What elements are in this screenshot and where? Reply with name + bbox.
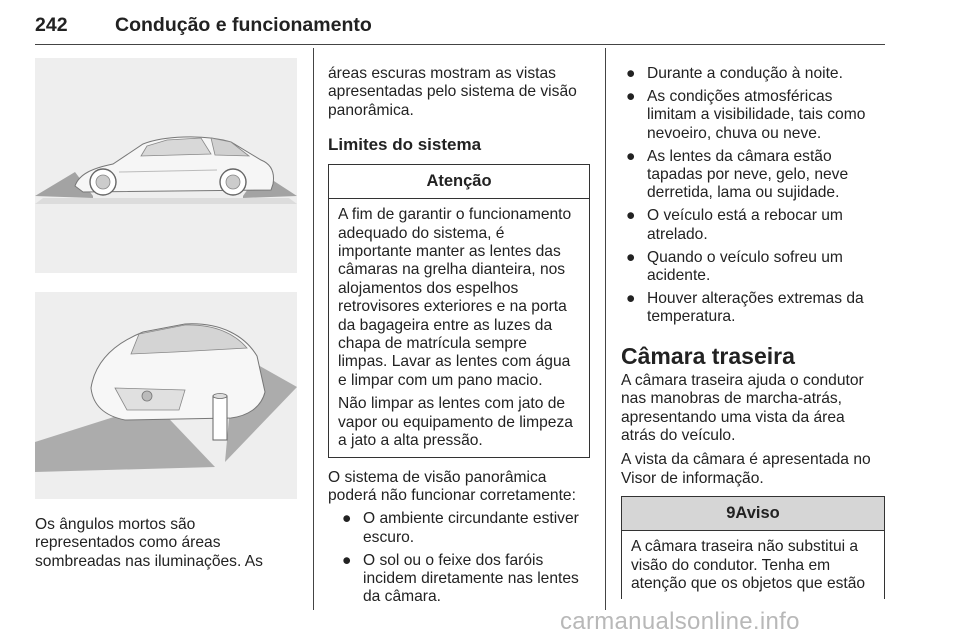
bullet-icon: ● [626,65,636,82]
rear-camera-paragraph: A câmara traseira ajuda o condutor nas manobras de marcha-atrás, apresentando uma vista da área atrás do veículo. [621,371,864,444]
caption-line: sombreadas nas iluminações. As [35,552,263,570]
bullet-icon: ● [626,248,636,266]
continued-paragraph: áreas escuras mostram as vistas apresentadas pelo sistema de visão panorâmica. [328,65,577,119]
bullet-icon: ● [626,207,636,225]
list-item: ● Quando o veículo sofreu um acidente. [626,248,843,285]
bullet-icon: ● [342,510,352,528]
bullet-icon: ● [626,147,636,165]
notice-paragraph: Não limpar as lentes com jato de vapor ou equipamento de limpeza a jato a alta pressão. [338,395,573,450]
list-item: ● As condições atmosféricas limitam a visibilidade, tais como nevoeiro, chuva ou neve. [626,87,866,142]
bullet-icon: ● [342,551,352,569]
warning-box [621,496,885,599]
list-item: ● Durante a condução à noite. [626,65,843,82]
caption-line: Os ângulos mortos são [35,516,196,533]
figure-car-front [35,292,297,499]
attention-notice-box [328,164,590,457]
right-column [621,65,885,599]
limits-list [328,510,590,607]
page-title: Condução e funcionamento [115,14,372,36]
warning-body: A câmara traseira não substitui a visão do condutor. Tenha em atenção que os objetos que estão [631,538,866,593]
figure-caption [35,516,297,571]
warning-triangle-icon: 9 [726,504,736,523]
bullet-icon: ● [626,87,636,105]
header-rule [35,44,885,45]
list-item: ● O sol ou o feixe dos faróis incidem diretamente nas lentes da câmara. [342,551,579,606]
column-divider-left [313,48,314,610]
limits-intro-paragraph: O sistema de visão panorâmica poderá não funcionar corretamente: [328,468,576,504]
list-item: ● As lentes da câmara estão tapadas por neve, gelo, neve derretida, lama ou sujidade. [626,147,849,202]
attention-notice-title: Atenção [329,165,589,199]
caption-line: representados como áreas [35,534,221,552]
warning-title: 9Aviso [622,497,884,531]
list-item: ● O ambiente circundante estiver escuro. [342,510,579,546]
watermark: carmanualsonline.info [560,608,800,635]
attention-notice-body [329,199,589,456]
bullet-icon: ● [626,289,636,307]
middle-column [328,65,590,611]
car-side-view-camera-zones-illustration [35,58,297,273]
figure-car-side [35,58,297,273]
car-front-view-camera-zones-illustration [35,292,297,499]
section-heading-system-limits: Limites do sistema [328,135,482,155]
limits-list-continued [621,65,885,327]
notice-paragraph: A fim de garantir o funcionamento adequado do sistema, é importante manter as lentes das câmaras na grelha dianteira, nos alojamentos dos espelhos retrovisores exteriores e na porta da bagageira entre as luzes da chapa de matrícula sempre limpas. Lavar as lentes com água e limpar com um pano macio. [338,206,572,389]
section-heading-rear-camera: Câmara traseira [621,342,795,369]
rear-camera-paragraph: A vista da câmara é apresentada no Visor de informação. [621,451,871,487]
list-item: ● O veículo está a rebocar um atrelado. [626,207,843,243]
column-divider-right [605,48,606,610]
list-item: ● Houver alterações extremas da temperatura. [626,289,864,326]
page-number: 242 [35,14,68,36]
